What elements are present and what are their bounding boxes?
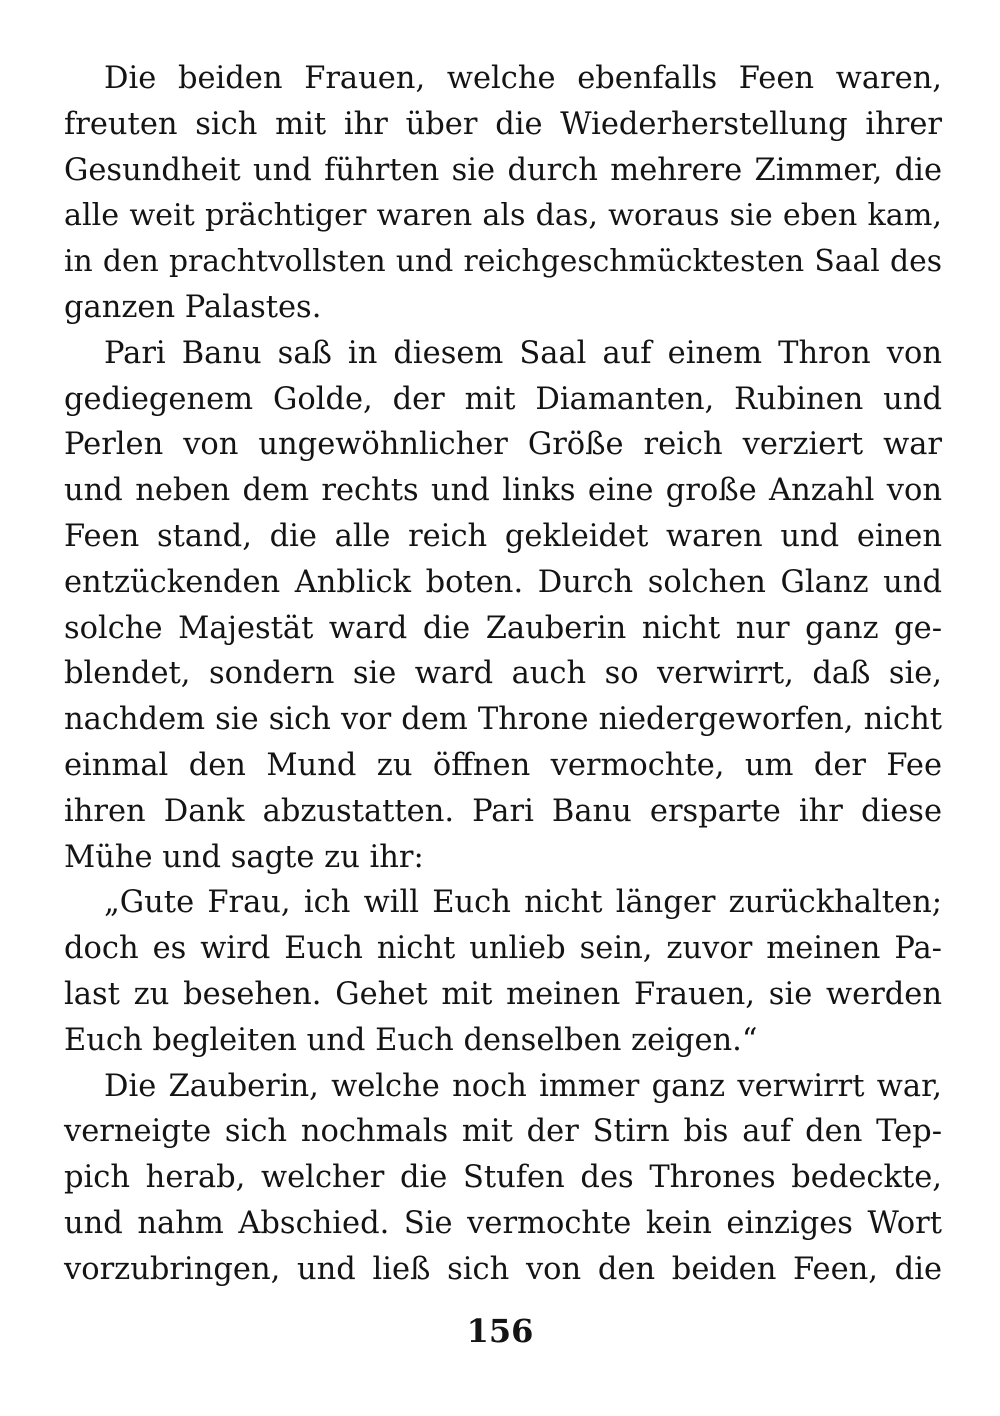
text-line: Die beiden Frauen, welche ebenfalls Feen waren,: [104, 61, 942, 96]
text-line: doch es wird Euch nicht unlieb sein, zuvor meinen Pa-: [64, 931, 942, 967]
text-line: pich herab, welcher die Stufen des Thrones bedeckte,: [64, 1160, 942, 1196]
text-line: Mühe und sagte zu ihr:: [64, 839, 424, 875]
text-line: Die Zauberin, welche noch immer ganz verwirrt war,: [104, 1068, 942, 1104]
page-text: [64, 56, 942, 1293]
text-line: blendet, sondern sie ward auch so verwirrt, daß sie,: [64, 656, 942, 692]
text-line: alle weit prächtiger waren als das, woraus sie eben kam,: [64, 198, 942, 234]
text-line: und neben dem rechts und links eine große Anzahl von: [64, 473, 942, 509]
text-line: last zu besehen. Gehet mit meinen Frauen, sie werden: [64, 976, 942, 1012]
text-line: Gesundheit und führten sie durch mehrere Zimmer, die: [64, 152, 942, 188]
text-line: und nahm Abschied. Sie vermochte kein einziges Wort: [64, 1205, 942, 1241]
text-line: gediegenem Golde, der mit Diamanten, Rubinen und: [64, 381, 942, 417]
text-line: Pari Banu saß in diesem Saal auf einem Thron von: [104, 335, 942, 371]
text-line: ihren Dank abzustatten. Pari Banu ersparte ihr diese: [64, 793, 942, 829]
text-line: Perlen von ungewöhnlicher Größe reich verziert war: [64, 427, 942, 463]
text-line: in den prachtvollsten und reichgeschmücktesten Saal des: [64, 244, 942, 280]
text-line: verneigte sich nochmals mit der Stirn bis auf den Tep-: [64, 1114, 942, 1150]
text-line: freuten sich mit ihr über die Wiederherstellung ihrer: [64, 106, 942, 142]
text-line: vorzubringen, und ließ sich von den beiden Feen, die: [64, 1251, 942, 1287]
text-line: Feen stand, die alle reich gekleidet waren und einen: [64, 518, 942, 554]
text-line: „Gute Frau, ich will Euch nicht länger zurückhalten;: [104, 885, 942, 921]
text-line: entzückenden Anblick boten. Durch solchen Glanz und: [64, 564, 942, 600]
page-number: 156: [466, 1312, 534, 1350]
text-line: nachdem sie sich vor dem Throne niedergeworfen, nicht: [64, 702, 942, 738]
text-line: einmal den Mund zu öffnen vermochte, um der Fee: [64, 747, 942, 783]
text-line: ganzen Palastes.: [64, 289, 322, 325]
text-line: Euch begleiten und Euch denselben zeigen.“: [64, 1022, 758, 1058]
text-line: solche Majestät ward die Zauberin nicht nur ganz ge-: [64, 610, 942, 646]
